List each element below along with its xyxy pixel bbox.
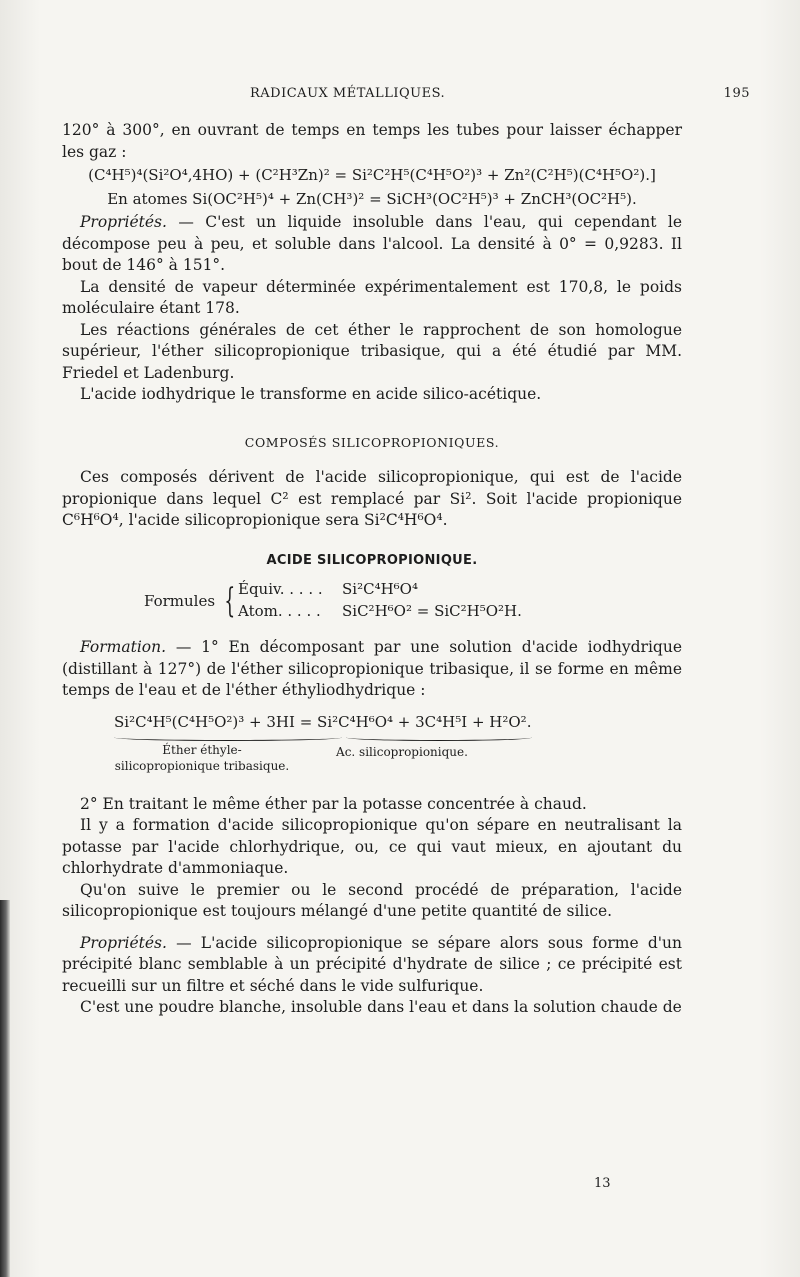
reactant-label-line: silicopropionique tribasique. [114, 758, 290, 773]
section-heading: COMPOSÉS SILICOPROPIONIQUES. [244, 434, 500, 450]
underbrace [346, 734, 532, 741]
section-label: Propriétés. [80, 933, 167, 952]
reaction-equation [62, 712, 682, 782]
running-head [60, 86, 750, 106]
paragraph-text: — L'acide silicopropionique se sépare alors sous forme d'un précipité blanc semblable à un précipité d'hydrate de silice ; ce précipité est recueilli sur un filtre et séché dans le vide sulfurique. [62, 933, 682, 995]
paragraph-text: — C'est un liquide insoluble dans l'eau, qui cependant le décompose peu à peu, et soluble dans l'alcool. La densité à 0° = 0,9283. Il bout de 146° à 151°. [62, 213, 682, 274]
formula-key: Atom. . . . . [238, 602, 321, 620]
equation-text: Si²C⁴H⁵(C⁴H⁵O²)³ + 3HI = Si²C⁴H⁶O⁴ + 3C⁴H⁵I + H²O². [114, 712, 532, 731]
underbrace [114, 734, 342, 741]
formula-key: Équiv. . . . . [238, 580, 323, 598]
formulas-label: Formules [144, 592, 216, 610]
formula-row-equiv [238, 579, 418, 601]
formula-value: SiC²H⁶O² = SiC²H⁵O²H. [342, 602, 522, 620]
page-body [62, 120, 682, 1019]
formula-row-atom [238, 601, 522, 623]
formulas-block [62, 579, 682, 627]
paragraph: Ces composés dérivent de l'acide silicopropionique, qui est de l'acide propionique dans lequel C² est remplacé par Si². Soit l'acide propionique C⁶H⁶O⁴, l'acide silicopropionique sera Si²C⁴H⁶O⁴. [62, 468, 682, 529]
formula-atoms: En atomes Si(OC²H⁵)⁴ + Zn(CH³)² = SiCH³(OC²H⁵)³ + ZnCH³(OC²H⁵). [107, 189, 637, 208]
product-label: Ac. silicopropionique. [336, 744, 468, 759]
paragraph: L'acide iodhydrique le transforme en acide silico-acétique. [80, 385, 542, 403]
paragraph: La densité de vapeur déterminée expérimentalement est 170,8, le poids moléculaire étant 178. [62, 277, 682, 317]
paragraph: Les réactions générales de cet éther le rapprochent de son homologue supérieur, l'éther silicopropionique tribasique, qui a été étudié par MM. Friedel et Ladenburg. [62, 320, 682, 382]
paragraph: Qu'on suive le premier ou le second procédé de préparation, l'acide silicopropionique est toujours mélangé d'une petite quantité de silice. [62, 880, 682, 920]
subsection-heading: ACIDE SILICOPROPIONIQUE. [266, 552, 478, 568]
paragraph: Il y a formation d'acide silicopropionique qu'on sépare en neutralisant la potasse par l'acide chlorhydrique, ou, ce qui vaut mieux, en ajoutant du chlorhydrate d'ammoniaque. [62, 816, 682, 877]
paragraph-properties [62, 933, 682, 998]
formula-equivalents: (C⁴H⁵)⁴(Si²O⁴,4HO) + (C²H³Zn)² = Si²C²H⁵(C⁴H⁵O²)³ + Zn²(C²H⁵)(C⁴H⁵O²).] [88, 166, 656, 184]
paragraph: C'est une poudre blanche, insoluble dans l'eau et dans la solution chaude de [80, 998, 682, 1016]
formula-value: Si²C⁴H⁶O⁴ [342, 580, 418, 598]
reactant-label [102, 742, 302, 774]
page-binding-shadow [0, 900, 10, 1277]
paragraph: 2° En traitant le même éther par la potasse concentrée à chaud. [80, 794, 587, 813]
section-label: Formation. [80, 638, 167, 656]
paragraph-text: — 1° En décomposant par une solution d'acide iodhydrique (distillant à 127°) de l'éther silicopropionique tribasique, il se forme en même temps de l'eau et de l'éther éthyliodhydrique : [62, 638, 682, 699]
running-title: RADICAUX MÉTALLIQUES. [250, 86, 446, 101]
paragraph-properties [62, 212, 682, 277]
reactant-label-line: Éther éthyle- [162, 742, 242, 757]
page-number: 195 [723, 86, 750, 101]
spacer [62, 923, 682, 933]
signature-mark: 13 [594, 1176, 611, 1191]
brace-glyph: { [224, 581, 236, 621]
section-label: Propriétés. [80, 213, 167, 231]
paragraph-formation [62, 637, 682, 702]
paragraph: 120° à 300°, en ouvrant de temps en temps les tubes pour laisser échapper les gaz : [62, 121, 682, 161]
